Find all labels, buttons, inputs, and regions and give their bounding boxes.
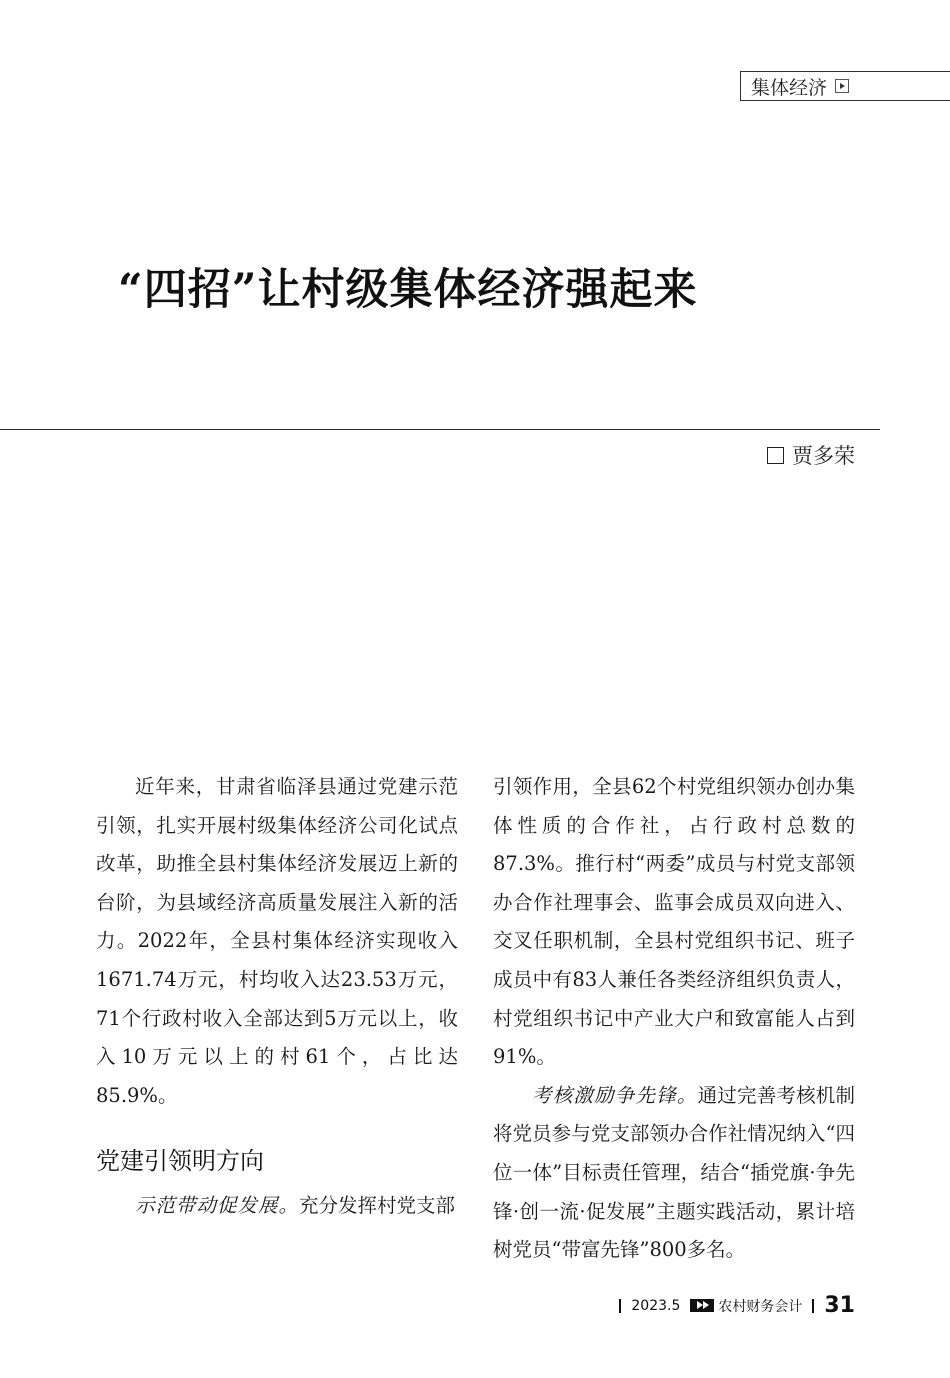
paragraph-1 [96, 1187, 458, 1226]
footer-divider-2 [812, 1299, 814, 1313]
paragraph-2-lead: 考核激励争先锋。 [532, 1083, 698, 1107]
author-line [767, 440, 855, 470]
paragraph-1-continued: 引领作用，全县62个村党组织领办创办集体性质的合作社，占行政村总数的87.3%。推行村“两委”成员与村党支部领办合作社理事会、监事会成员双向进入、交叉任职机制，全县村党组织书记、班子成员中有83人兼任各类经济组织负责人，村党组织书记中产业大户和致富能人占到91%。 [493, 775, 855, 1069]
intro-paragraph: 近年来，甘肃省临泽县通过党建示范引领，扎实开展村级集体经济公司化试点改革，助推全县村集体经济发展迈上新的台阶，为县域经济高质量发展注入新的活力。2022年，全县村集体经济实现收入1671.74万元，村均收入达23.53万元，71个行政村收入全部达到5万元以上，收入10万元以上的村61个，占比达85.9%。 [96, 775, 458, 1107]
footer-divider [619, 1299, 621, 1313]
section-heading: 党建引领明方向 [96, 1147, 264, 1176]
column-right [493, 768, 855, 1270]
magazine-name: 农村财务会计 [718, 1298, 803, 1315]
paragraph-1-text: 充分发挥村党支部 [299, 1194, 456, 1218]
title-divider [0, 429, 880, 430]
square-icon [767, 447, 784, 464]
article-title: “四招”让村级集体经济强起来 [118, 265, 698, 315]
column-left [96, 768, 458, 1226]
paragraph-2-text: 通过完善考核机制将党员参与党支部领办合作社情况纳入“四位一体”目标责任管理，结合“插党旗·争先锋·创一流·促发展”主题实践活动，累计培树党员“带富先锋”800多名。 [493, 1083, 855, 1262]
section-label: 集体经济 [751, 76, 828, 99]
paragraph-2 [493, 1077, 855, 1270]
paragraph-1-lead: 示范带动促发展。 [135, 1194, 300, 1218]
double-chevron-icon [690, 1299, 714, 1312]
page-number: 31 [824, 1293, 855, 1318]
play-arrow-icon [835, 79, 849, 93]
author-name: 贾多荣 [792, 444, 855, 468]
issue-number: 2023.5 [631, 1297, 681, 1314]
section-tag [740, 71, 950, 101]
page-footer [609, 1293, 855, 1318]
